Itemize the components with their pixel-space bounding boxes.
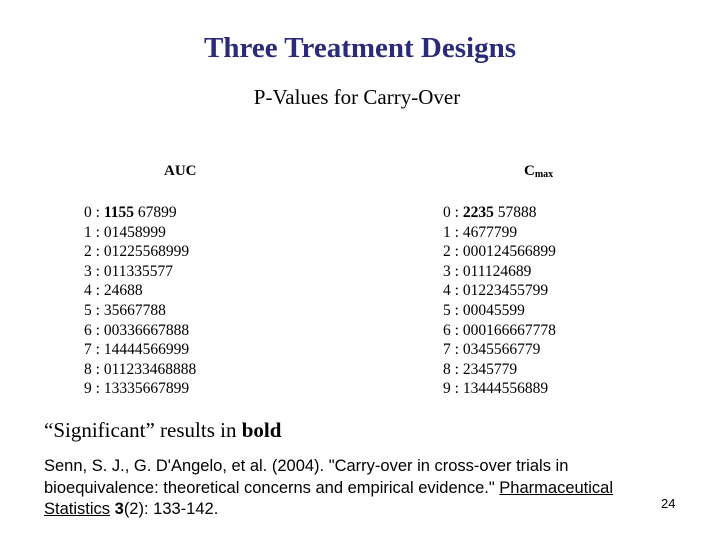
stem-leaf-row <box>84 340 197 360</box>
stem-label: 0 : <box>443 204 463 221</box>
stem-leaf-row <box>84 321 197 341</box>
stem-leaf-row <box>84 360 197 380</box>
citation <box>44 456 644 521</box>
leaves: 13335667899 <box>103 380 190 398</box>
citation-journal: Pharmaceutical Statistics <box>44 478 614 518</box>
stem-label: 4 : <box>84 282 104 300</box>
leaves: 01223455799 <box>462 282 549 300</box>
significance-note <box>44 418 281 443</box>
leaves: 14444566999 <box>103 341 190 359</box>
leaves: 00336667888 <box>103 321 190 339</box>
stem-label: 5 : <box>84 301 104 319</box>
leaves: 57888 <box>493 204 537 221</box>
leaves: 13444556889 <box>462 380 549 398</box>
stem-leaf-row <box>443 262 556 282</box>
stem-label: 7 : <box>84 341 104 359</box>
note-prefix: “Significant” results in <box>44 418 242 442</box>
page-number: 24 <box>661 496 676 511</box>
slide-subtitle: P-Values for Carry-Over <box>253 85 461 109</box>
stem-label: 4 : <box>443 282 463 300</box>
leaves: 011233468888 <box>103 360 197 378</box>
cmax-stem-leaf-plot <box>443 203 556 399</box>
stem-label: 3 : <box>443 262 463 280</box>
cmax-header <box>443 163 556 180</box>
citation-issue-pages: (2): 133-142. <box>123 500 219 518</box>
stem-leaf-row <box>443 242 556 262</box>
stem-leaf-row <box>84 301 197 321</box>
cmax-header-main: C <box>524 163 535 179</box>
auc-stem-leaf-plot <box>84 203 197 399</box>
stem-label: 2 : <box>84 243 104 261</box>
slide-title: Three Treatment Designs <box>204 32 516 64</box>
stem-label: 1 : <box>84 223 104 241</box>
citation-text: Senn, S. J., G. D'Angelo, et al. (2004). "Carry-over in cross-over trials in bioequivalence: theoretical concerns and empirical evidence." <box>44 457 569 497</box>
stem-label: 9 : <box>84 380 104 398</box>
leaves: 35667788 <box>103 301 166 319</box>
citation-volume: 3 <box>114 500 124 518</box>
stem-label: 8 : <box>84 360 104 378</box>
stem-leaf-row <box>443 360 556 380</box>
leaves: 000166667778 <box>462 321 556 339</box>
stem-label: 6 : <box>443 321 463 339</box>
stem-leaf-row <box>84 281 197 301</box>
stem-leaf-row <box>443 301 556 321</box>
stem-label: 9 : <box>443 380 463 398</box>
leaves: 00045599 <box>462 301 525 319</box>
stem-leaf-row <box>443 379 556 399</box>
auc-header: AUC <box>164 163 197 179</box>
auc-column <box>84 163 197 399</box>
stem-leaf-row <box>84 242 197 262</box>
stem-leaf-row <box>443 281 556 301</box>
leaves: 011335577 <box>103 262 173 280</box>
stem-label: 3 : <box>84 262 104 280</box>
stem-leaf-row <box>443 223 556 243</box>
stem-label: 5 : <box>443 301 463 319</box>
leaves: 01458999 <box>103 223 166 241</box>
significant-leaves: 2235 <box>462 204 494 221</box>
leaves: 011124689 <box>462 262 532 280</box>
note-bold-word: bold <box>241 418 282 442</box>
leaves: 2345779 <box>462 360 518 378</box>
stem-label: 7 : <box>443 341 463 359</box>
leaves: 67899 <box>133 204 177 221</box>
cmax-header-subscript: max <box>534 169 554 180</box>
stem-label: 0 : <box>84 204 104 221</box>
stem-label: 1 : <box>443 223 463 241</box>
stem-label: 8 : <box>443 360 463 378</box>
stem-label: 6 : <box>84 321 104 339</box>
stem-leaf-row <box>84 223 197 243</box>
stem-leaf-row <box>84 262 197 282</box>
leaves: 0345566779 <box>462 341 541 359</box>
stem-label: 2 : <box>443 243 463 261</box>
cmax-column <box>443 163 556 399</box>
stem-leaf-row <box>443 321 556 341</box>
stem-leaf-row <box>84 203 197 223</box>
stem-leaf-row <box>443 203 556 223</box>
leaves: 24688 <box>103 282 143 300</box>
stem-leaf-row <box>84 379 197 399</box>
leaves: 000124566899 <box>462 243 556 261</box>
leaves: 01225568999 <box>103 243 190 261</box>
stem-leaf-row <box>443 340 556 360</box>
leaves: 4677799 <box>462 223 518 241</box>
significant-leaves: 1155 <box>103 204 134 221</box>
